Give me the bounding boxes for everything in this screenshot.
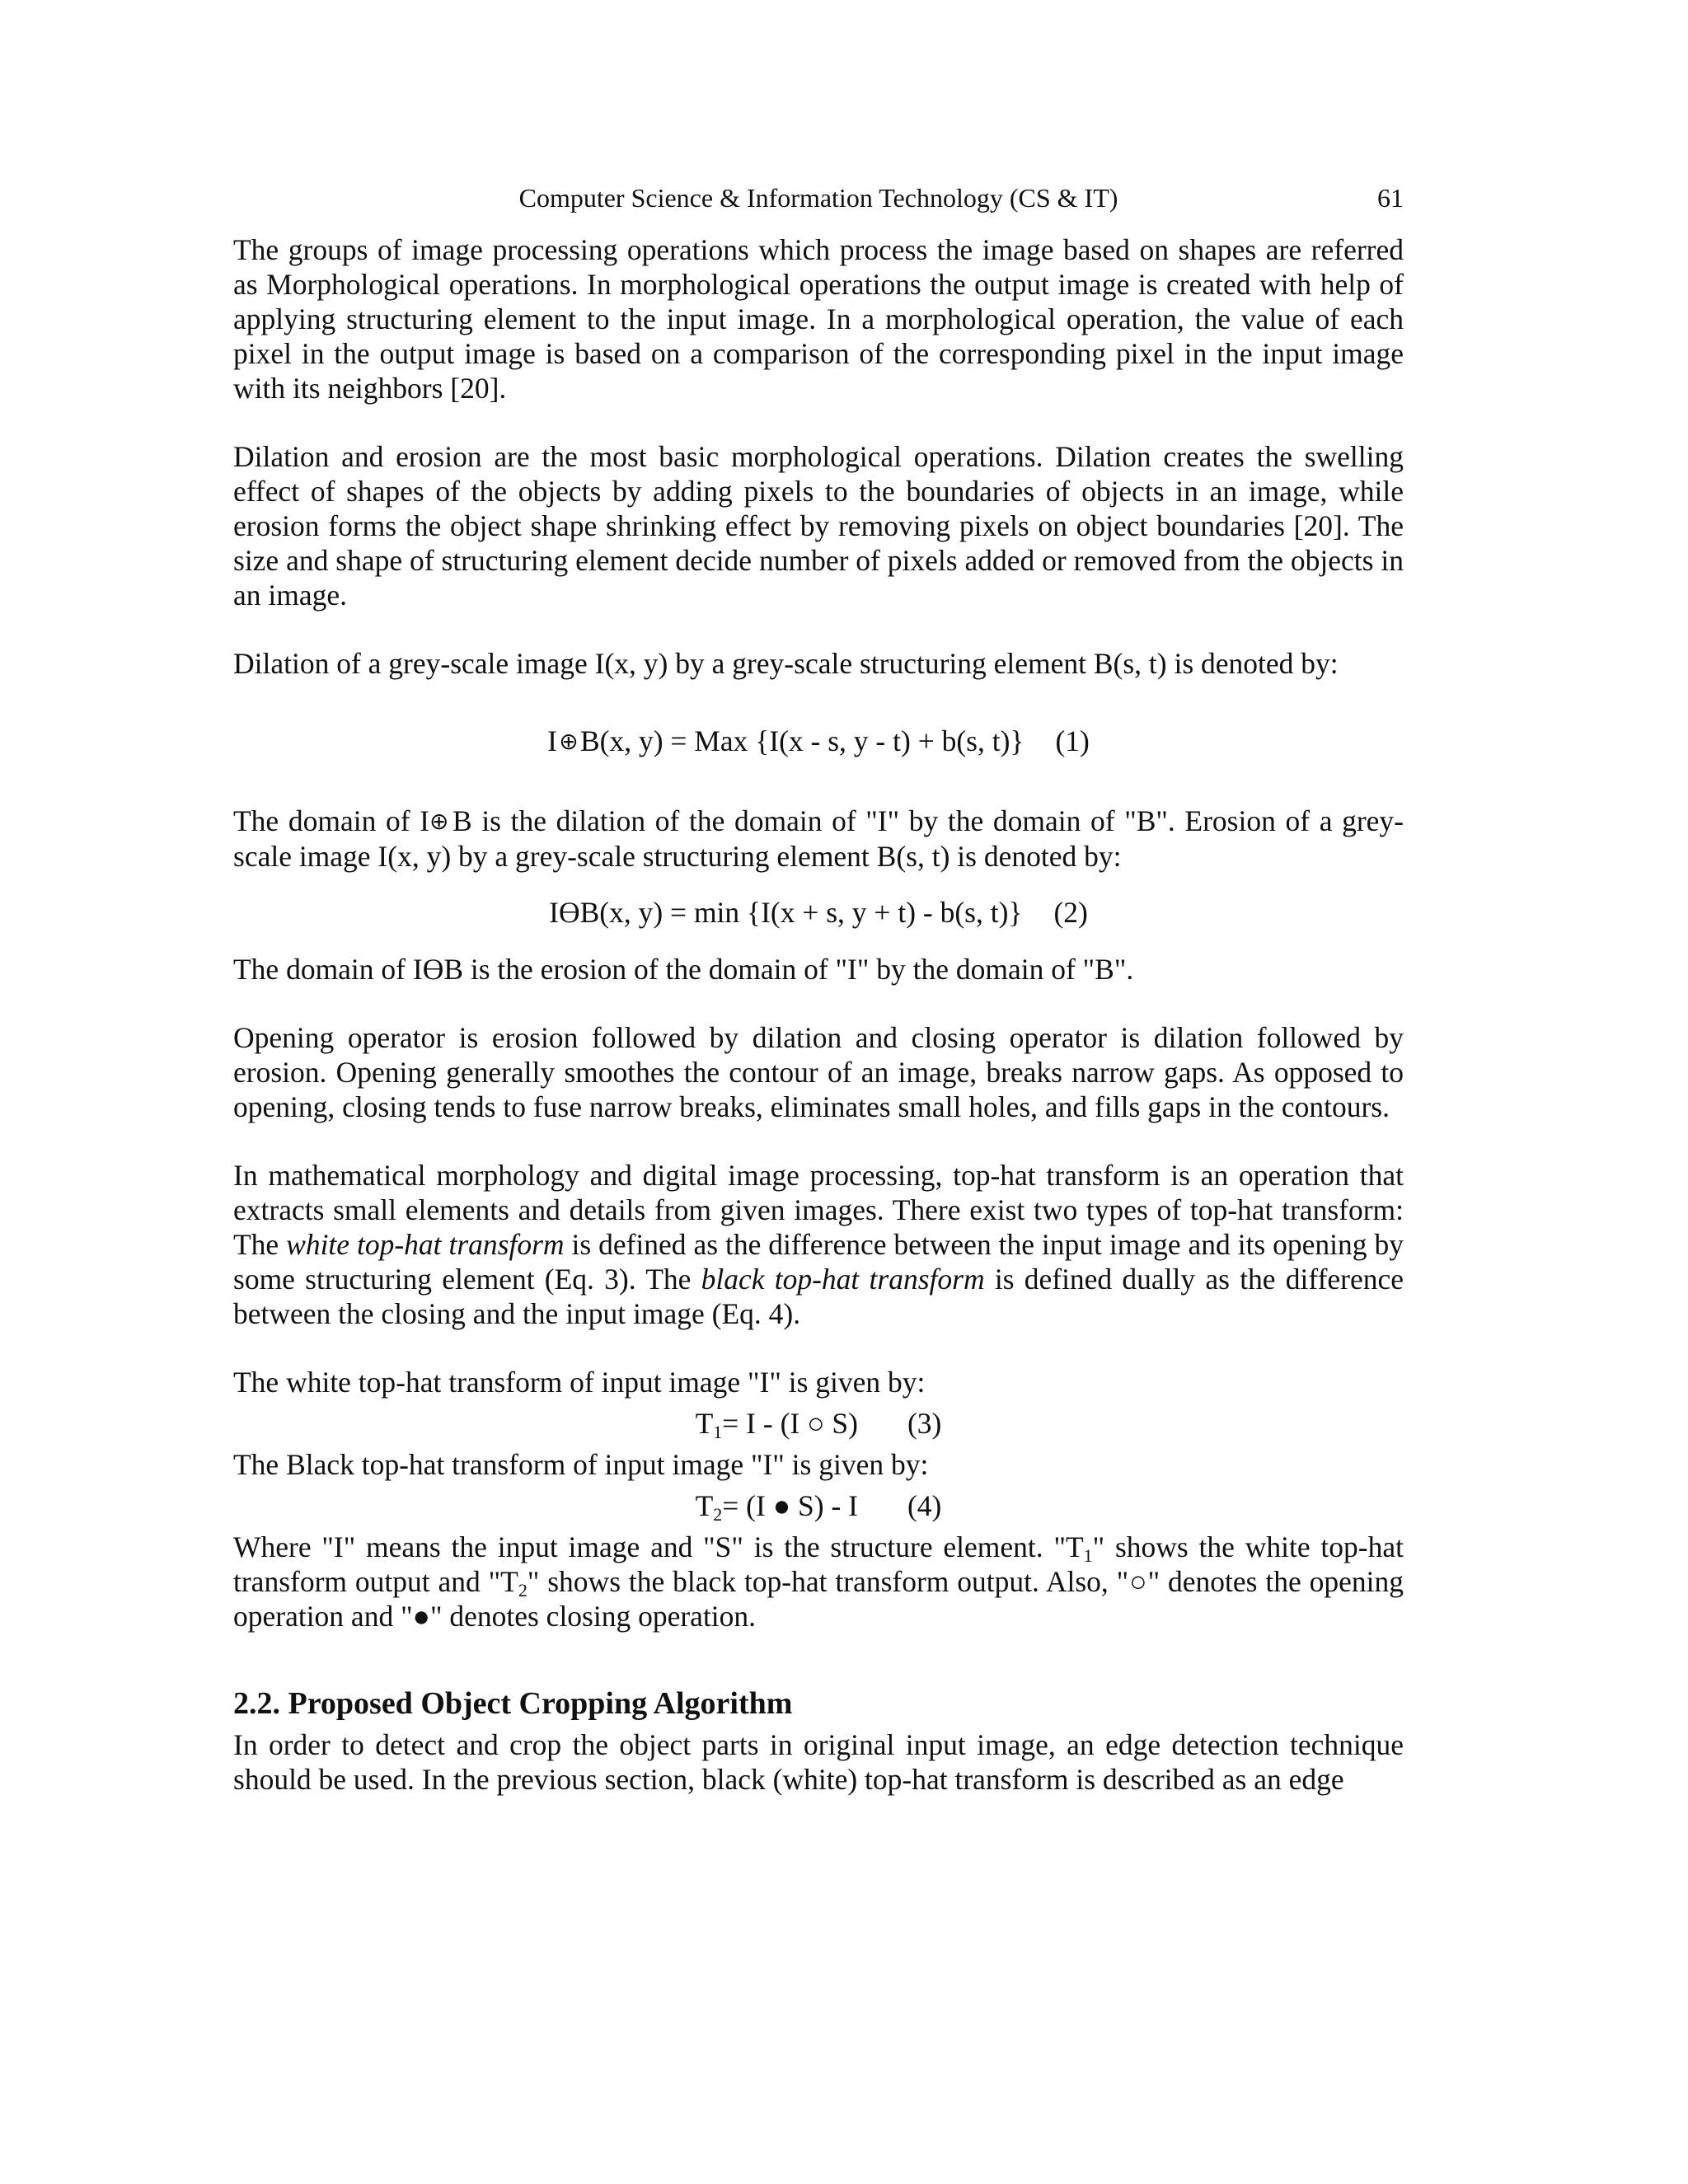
equation-3-rest: = I - (I ○ S) bbox=[722, 1407, 858, 1440]
equation-1 bbox=[233, 724, 1404, 759]
symbol-subscript-2: 2 bbox=[518, 1580, 528, 1601]
top-hat-text-c: is defined dually as the difference between the closing and the input image (Eq. 4). bbox=[233, 1263, 1404, 1330]
paragraph-morphology-intro: The groups of image processing operations which process the image based on shapes are referred as Morphological operations. In morphological operations the output image is created with help of applying structuring element to the input image. In a morphological operation, the value of each pixel in the output image is based on a comparison of the corresponding pixel in the input image with its neighbors [20]. bbox=[233, 233, 1404, 405]
paragraph-erosion-domain: The domain of IϴB is the erosion of the domain of "I" by the domain of "B". bbox=[233, 953, 1134, 986]
equation-2 bbox=[233, 895, 1404, 930]
symbol-text-a: Where "I" means the input image and "S" is the structure element. "T bbox=[233, 1530, 1084, 1563]
symbol-subscript-1: 1 bbox=[1083, 1545, 1093, 1566]
equation-3 bbox=[233, 1406, 1404, 1441]
equation-4-rest: = (I ● S) - I bbox=[722, 1489, 858, 1522]
paragraph-white-top-hat-intro: The white top-hat transform of input image "I" is given by: bbox=[233, 1366, 926, 1399]
paragraph-dilation-domain-a: The domain of I bbox=[233, 804, 429, 837]
equation-2-text: IϴB(x, y) = min {I(x + s, y + t) - b(s, t)} bbox=[549, 896, 1023, 929]
journal-title: Computer Science & Information Technology (CS & IT) bbox=[518, 183, 1118, 213]
equation-4 bbox=[233, 1488, 1404, 1523]
equation-1-lhs: I bbox=[547, 724, 557, 757]
equation-3-subscript: 1 bbox=[713, 1422, 723, 1442]
dilation-operator-inline: ⊕ bbox=[429, 808, 449, 835]
dilation-operator-symbol: ⊕ bbox=[559, 728, 579, 755]
paragraph-top-hat bbox=[233, 1158, 1404, 1331]
equation-1-rhs: B(x, y) = Max {I(x - s, y - t) + b(s, t)} bbox=[579, 724, 1025, 757]
paragraph-dilation-domain bbox=[233, 804, 1404, 874]
equation-4-t: T bbox=[695, 1489, 714, 1522]
running-header bbox=[233, 183, 1404, 219]
white-top-hat-term: white top-hat transform bbox=[286, 1228, 565, 1261]
black-top-hat-term: black top-hat transform bbox=[701, 1263, 985, 1296]
equation-3-t: T bbox=[695, 1407, 714, 1440]
section-heading: 2.2. Proposed Object Cropping Algorithm bbox=[233, 1686, 793, 1721]
paragraph-cropping-intro: In order to detect and crop the object parts in original input image, an edge detection technique should be used. In the previous section, black (white) top-hat transform is described as an edge bbox=[233, 1728, 1404, 1796]
paragraph-symbol-explanation bbox=[233, 1530, 1404, 1633]
equation-2-number: (2) bbox=[1053, 896, 1088, 929]
page-number: 61 bbox=[1377, 183, 1404, 213]
equation-4-number: (4) bbox=[907, 1489, 942, 1522]
equation-1-number: (1) bbox=[1055, 724, 1090, 757]
paragraph-black-top-hat-intro: The Black top-hat transform of input image "I" is given by: bbox=[233, 1448, 929, 1481]
symbol-text-c: " shows the black top-hat transform output. Also, "○" denotes the opening operation and "●" denotes closing operation. bbox=[233, 1565, 1404, 1633]
page-body bbox=[233, 232, 1404, 1797]
equation-3-number: (3) bbox=[907, 1407, 942, 1440]
paragraph-dilation-domain-b: B is the dilation of the domain of "I" by the domain of "B". Erosion of a grey-scale image I(x, y) by a grey-scale structuring element B(s, t) is denoted by: bbox=[233, 804, 1404, 873]
paragraph-dilation-definition: Dilation of a grey-scale image I(x, y) by a grey-scale structuring element B(s, t) is denoted by: bbox=[233, 647, 1339, 680]
top-hat-text-a: In mathematical morphology and digital image processing, top-hat transform is an operation that extracts small elements and details from given images. There exist two types of top-hat transform: The bbox=[233, 1159, 1404, 1261]
paragraph-opening-closing: Opening operator is erosion followed by dilation and closing operator is dilation followed by erosion. Opening generally smoothes the contour of an image, breaks narrow gaps. As opposed to opening, closing tends to fuse narrow breaks, eliminates small holes, and fills gaps in the contours. bbox=[233, 1021, 1404, 1123]
equation-4-subscript: 2 bbox=[713, 1504, 723, 1525]
top-hat-text-b: is defined as the difference between the input image and its opening by some structuring element (Eq. 3). The bbox=[233, 1228, 1404, 1296]
paragraph-dilation-erosion: Dilation and erosion are the most basic morphological operations. Dilation creates the swelling effect of shapes of the objects by adding pixels to the boundaries of objects in an image, while erosion forms the object shape shrinking effect by removing pixels on object boundaries [20]. The size and shape of structuring element decide number of pixels added or removed from the objects in an image. bbox=[233, 440, 1404, 612]
symbol-text-b: " shows the white top-hat transform output and "T bbox=[233, 1530, 1404, 1598]
